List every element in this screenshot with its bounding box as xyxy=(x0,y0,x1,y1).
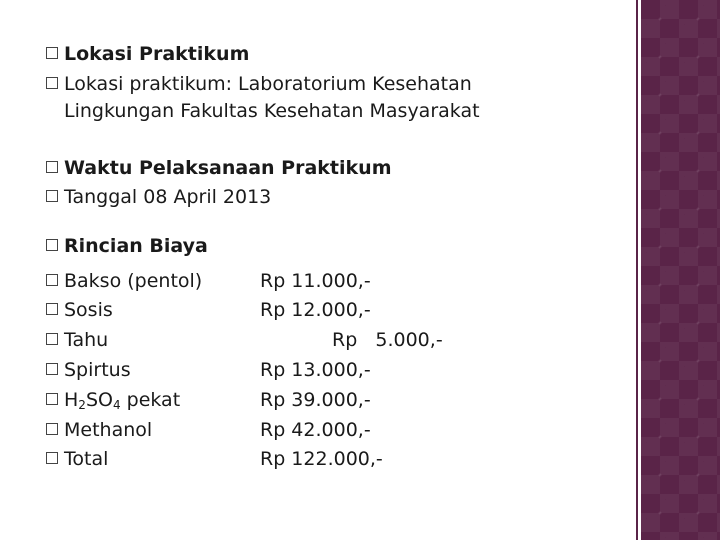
cost-item-label: Spirtus xyxy=(64,359,131,381)
bullet-box-icon xyxy=(46,239,58,251)
time-date xyxy=(46,186,271,208)
cost-item-label: Bakso (pentol) xyxy=(64,270,203,292)
cost-item-label: Total xyxy=(64,448,109,470)
list-item xyxy=(46,448,108,470)
decorative-divider-line xyxy=(636,0,638,540)
bullet-box-icon xyxy=(46,274,58,286)
formula-subscript: 4 xyxy=(112,398,121,412)
formula-part: SO xyxy=(85,389,113,411)
bullet-box-icon xyxy=(46,190,58,202)
location-heading xyxy=(46,43,249,65)
cost-item-amount: Rp 122.000,- xyxy=(260,448,383,470)
cost-item-amount: Rp 13.000,- xyxy=(260,359,371,381)
cost-item-amount: Rp 42.000,- xyxy=(260,419,371,441)
list-item xyxy=(46,329,108,351)
cost-item-label: Tahu xyxy=(64,329,109,351)
list-item xyxy=(46,419,152,441)
cost-item-amount: Rp 12.000,- xyxy=(260,299,371,321)
cost-item-label xyxy=(64,389,180,411)
time-heading-text: Waktu Pelaksanaan Praktikum xyxy=(64,157,392,179)
bullet-box-icon xyxy=(46,452,58,464)
location-heading-text: Lokasi Praktikum xyxy=(64,43,250,65)
formula-part: pekat xyxy=(120,389,181,411)
formula-part: H xyxy=(64,389,79,411)
time-heading xyxy=(46,157,392,179)
location-detail-line2: Lingkungan Fakultas Kesehatan Masyarakat xyxy=(64,100,480,122)
bullet-box-icon xyxy=(46,363,58,375)
cost-heading-text: Rincian Biaya xyxy=(64,235,208,257)
bullet-box-icon xyxy=(46,333,58,345)
list-item xyxy=(46,359,131,381)
time-date-text: Tanggal 08 April 2013 xyxy=(64,186,272,208)
cost-item-amount: Rp 5.000,- xyxy=(332,329,443,351)
bullet-box-icon xyxy=(46,77,58,89)
list-item xyxy=(46,389,180,411)
cost-item-label: Methanol xyxy=(64,419,153,441)
formula-subscript: 2 xyxy=(78,398,86,412)
cost-item-amount: Rp 11.000,- xyxy=(260,270,371,292)
bullet-box-icon xyxy=(46,303,58,315)
bullet-box-icon xyxy=(46,423,58,435)
list-item xyxy=(46,270,202,292)
cost-item-label: Sosis xyxy=(64,299,113,321)
bullet-box-icon xyxy=(46,47,58,59)
cost-item-amount: Rp 39.000,- xyxy=(260,389,371,411)
bullet-box-icon xyxy=(46,393,58,405)
location-detail xyxy=(46,73,472,95)
bullet-box-icon xyxy=(46,161,58,173)
list-item xyxy=(46,299,113,321)
cost-heading xyxy=(46,235,208,257)
location-detail-line1: Lokasi praktikum: Laboratorium Kesehatan xyxy=(64,73,472,95)
decorative-side-panel xyxy=(641,0,720,540)
